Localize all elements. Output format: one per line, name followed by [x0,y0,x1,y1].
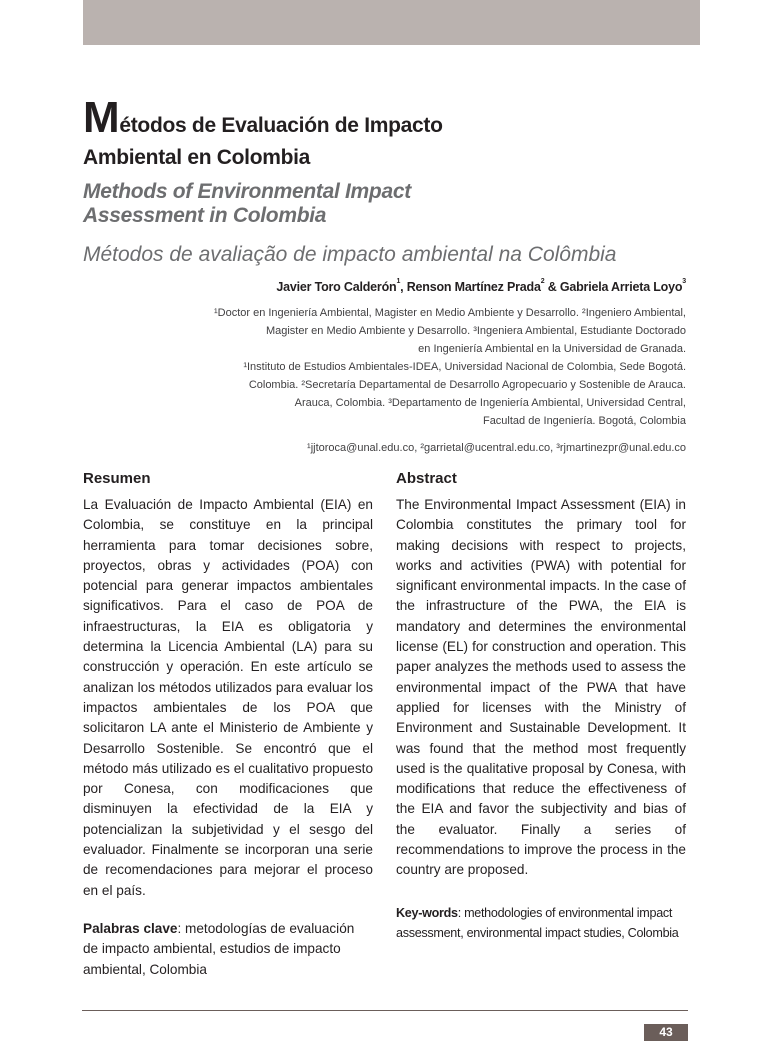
page-number: 43 [644,1024,688,1041]
author-sup: 3 [682,278,686,285]
authors [83,278,686,296]
header-banner [83,0,700,45]
key-words [396,903,686,944]
author-sep: & [544,280,560,294]
keywords-label: Key-words [396,905,458,920]
author-name: Renson Martínez Prada [406,280,541,294]
author-sup: 1 [396,278,401,285]
article-page [83,93,686,1041]
page-footer [83,1010,686,1041]
abstract-section [396,470,686,980]
footer-rule [82,1010,688,1012]
keywords-text: : metodologías de evaluación de impacto ambiental, estudios de impacto ambiental, Colombia [83,920,355,977]
title-line1-wrap [83,93,686,146]
author-sep: , [400,280,407,294]
affiliation-line: Magister en Medio Ambiente y Desarrollo. ³Ingeniera Ambiental, Estudiante Doctorado [265,325,686,337]
abstract-columns [83,470,686,980]
abstract-heading: Abstract [396,470,457,487]
resumen-section [83,470,373,980]
keywords-text: : methodologies of environmental impact assessment, environmental impact studies, Colombia [396,905,679,940]
palabras-clave [83,919,373,980]
affiliation-line: en Ingeniería Ambiental en la Universidad de Granada. [418,343,686,355]
author-name: Gabriela Arrieta Loyo [559,280,683,294]
title-en-line2: Assessment in Colombia [83,204,327,227]
title-initial: M [83,93,120,142]
title-en [83,180,686,228]
resumen-body: La Evaluación de Impacto Ambiental (EIA) en Colombia, se constituye en la principal herramienta para tomar decisiones sobre, proyectos, obras y actividades (POA) con potencial para generar impactos ambientales significativos. Para el caso de POA de infraestructuras, la EIA es obligatoria y determina la Licencia Ambiental (LA) para su construcción y operación. En este artículo se analizan los métodos utilizados para evaluar los impactos ambientales de los POA que solicitaron LA ante el Ministerio de Ambiente y Desarrollo Sostenible. Se encontró que el método más utilizado es el cualitativo propuesto por Conesa, con modificaciones que disminuyen la efectividad de la EIA y potencializan la subjetividad y el sesgo del evaluador. Finalmente se incorporan una serie de recomendaciones para mejorar el proceso en el país. [83,497,373,898]
title-en-line1: Methods of Environmental Impact [83,180,411,203]
affiliation-line: Colombia. ²Secretaría Departamental de Desarrollo Agropecuario y Sostenible de Arauca. [248,379,686,391]
author-sup: 2 [540,278,545,285]
author-emails: ¹jjtoroca@unal.edu.co, ²garrietal@ucentral.edu.co, ³rjmartinezpr@unal.edu.co [307,442,686,454]
affiliation-line: ¹Instituto de Estudios Ambientales-IDEA, Universidad Nacional de Colombia, Sede Bogotá. [243,361,686,373]
affiliations [83,304,686,430]
affiliation-line: ¹Doctor en Ingeniería Ambiental, Magister en Medio Ambiente y Desarrollo. ²Ingeniero Ambiental, [213,307,686,319]
affiliation-line: Arauca, Colombia. ³Departamento de Ingeniería Ambiental, Universidad Central, [294,397,686,409]
title-pt: Métodos de avaliação de impacto ambiental na Colômbia [83,243,617,266]
title-line1: étodos de Evaluación de Impacto [119,114,443,137]
author-name: Javier Toro Calderón [276,280,397,294]
resumen-heading: Resumen [83,470,151,487]
keywords-label: Palabras clave [83,920,178,936]
title-es [83,93,686,170]
title-line2: Ambiental en Colombia [83,146,311,169]
abstract-body: The Environmental Impact Assessment (EIA) in Colombia constitutes the primary tool for making decisions with respect to projects, works and activities (PWA) with potential for significant environmental impacts. In the case of the infrastructure of the PWA, the EIA is mandatory and determines the environmental license (EL) for construction and operation. This paper analyzes the methods used to assess the environmental impact of the PWA that have applied for licenses with the Ministry of Environment and Sustainable Development. It was found that the method most frequently used is the qualitative proposal by Conesa, with modifications that reduce the effectiveness of the EIA and favor the subjectivity and bias of the evaluator. Finally a series of recommendations to improve the process in the country are proposed. [396,497,686,878]
affiliation-line: Facultad de Ingeniería. Bogotá, Colombia [482,415,686,427]
